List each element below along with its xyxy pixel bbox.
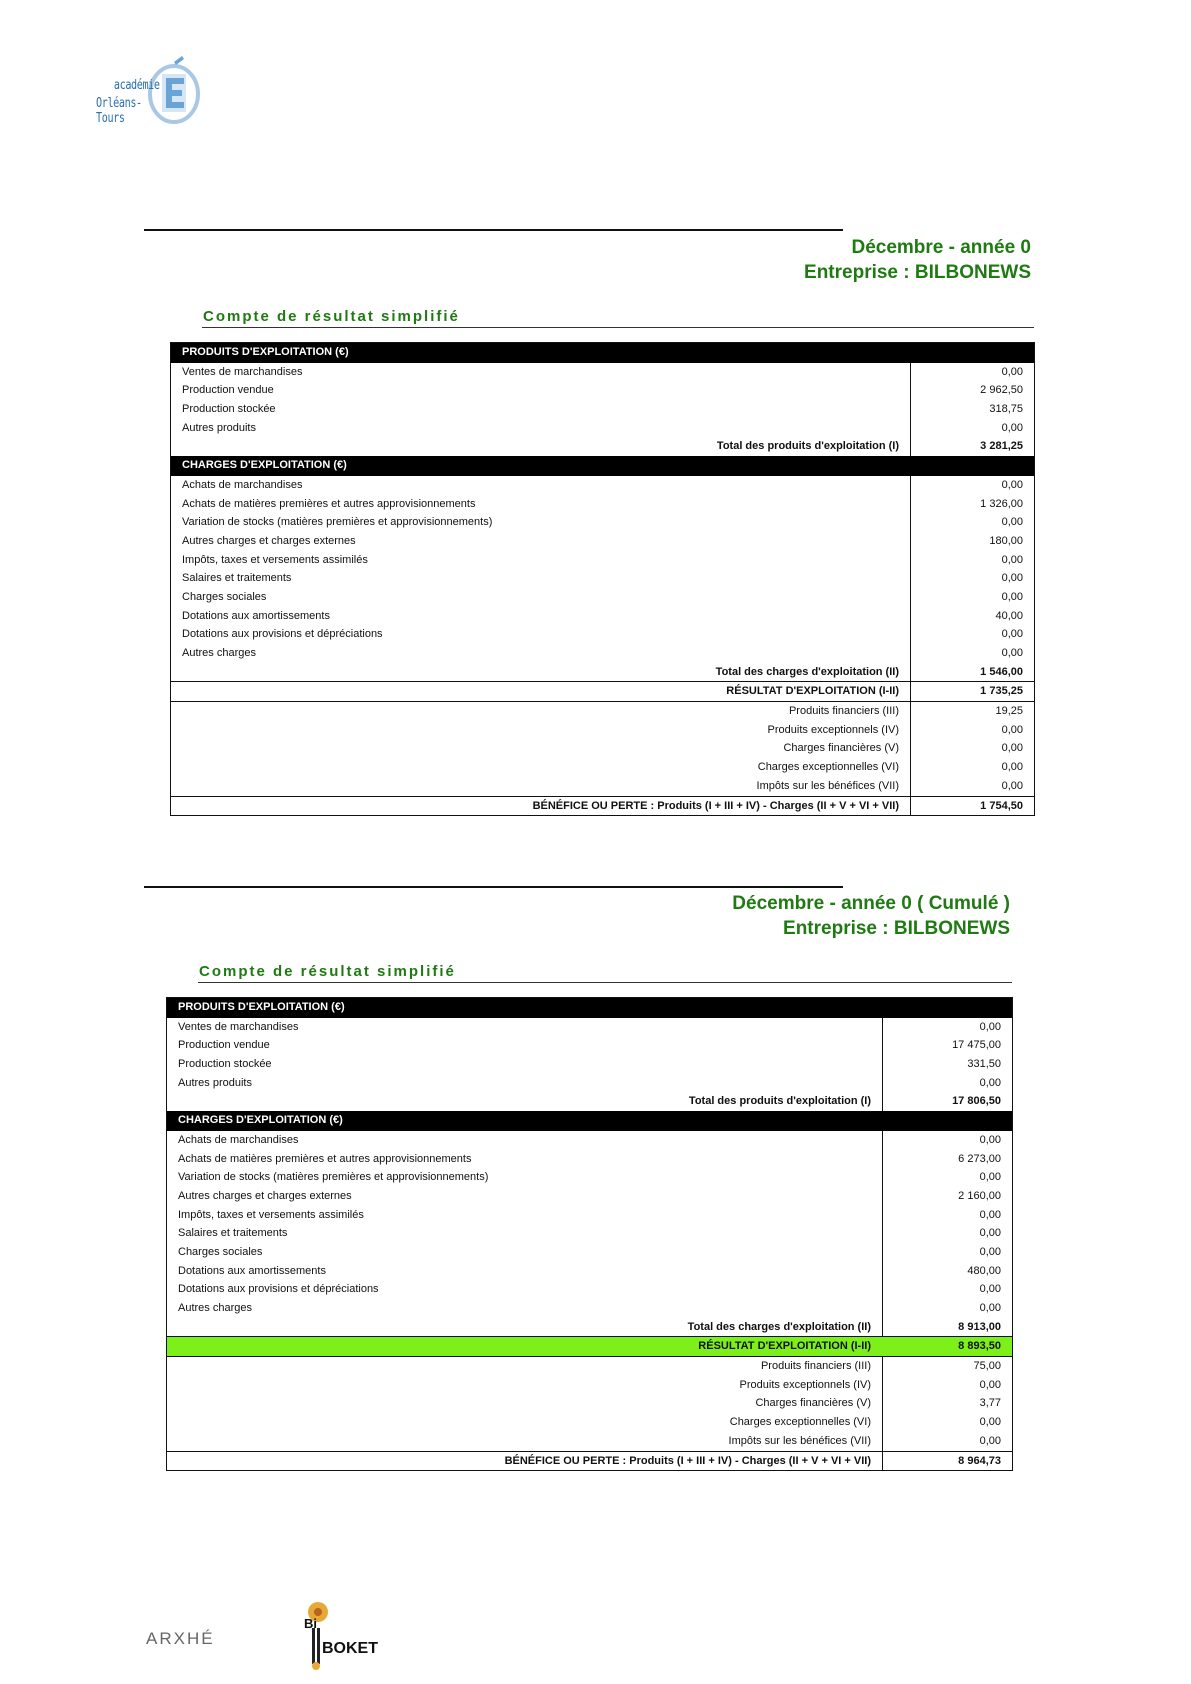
resultat-row: RÉSULTAT D'EXPLOITATION (I-II) 1 735,25 — [171, 681, 1034, 701]
academie-logo — [78, 56, 208, 130]
table-row: Achats de matières premières et autres approvisionnements 6 273,00 — [178, 1152, 1001, 1165]
total-charges-row: Total des charges d'exploitation (II) 1 546,00 — [715, 665, 1023, 678]
table-row: Charges sociales 0,00 — [182, 590, 1023, 603]
charges-block — [171, 476, 1034, 815]
top-rule — [144, 229, 843, 231]
table-row: Impôts sur les bénéfices (VII) 0,00 — [756, 779, 1023, 792]
company-title: Entreprise : BILBONEWS — [804, 262, 1031, 283]
statement-header — [732, 891, 1010, 941]
table-row: Dotations aux provisions et dépréciations 0,00 — [178, 1283, 1001, 1296]
table-row: Production stockée 331,50 — [178, 1058, 1001, 1071]
table-row: Production vendue 2 962,50 — [182, 384, 1023, 397]
produits-block — [167, 1018, 1012, 1111]
produits-header: PRODUITS D'EXPLOITATION (€) — [171, 343, 1034, 363]
table-row: Impôts, taxes et versements assimilés 0,00 — [182, 553, 1023, 566]
table-row: Autres charges et charges externes 180,00 — [182, 534, 1023, 547]
top-rule — [144, 886, 843, 888]
company-title: Entreprise : BILBONEWS — [783, 918, 1010, 939]
period-title: Décembre - année 0 — [851, 237, 1031, 258]
table-row: Salaires et traitements 0,00 — [182, 572, 1023, 585]
table-row: Produits financiers (III) 19,25 — [788, 705, 1023, 718]
table-row: Dotations aux amortissements 480,00 — [178, 1264, 1001, 1277]
table-row: Ventes de marchandises 0,00 — [182, 365, 1023, 378]
statement-header — [804, 235, 1031, 285]
academie-line2: Orléans-Tours — [96, 96, 142, 126]
table-row: Autres produits 0,00 — [182, 421, 1023, 434]
table-row: Achats de marchandises 0,00 — [182, 478, 1023, 491]
table-row: Autres charges et charges externes 2 160,00 — [178, 1189, 1001, 1202]
table-row: Salaires et traitements 0,00 — [178, 1227, 1001, 1240]
table-row: Autres charges 0,00 — [178, 1302, 1001, 1314]
table-row: Production vendue 17 475,00 — [178, 1039, 1001, 1052]
income-statement-table — [170, 342, 1035, 816]
table-row: Production stockée 318,75 — [182, 403, 1023, 416]
arche-logo: ARXHÉ — [146, 1629, 215, 1648]
subtitle-rule — [198, 982, 1012, 983]
table-row: Autres charges 0,00 — [182, 647, 1023, 659]
benefice-row: BÉNÉFICE OU PERTE : Produits (I + III + IV) - Charges (II + V + VI + VII) 1 754,50 — [171, 796, 1034, 816]
bilboket-text: BOKET — [322, 1640, 378, 1657]
table-row: Dotations aux amortissements 40,00 — [182, 609, 1023, 622]
total-produits-row: Total des produits d'exploitation (I) 17 806,50 — [688, 1095, 1001, 1108]
total-charges-row: Total des charges d'exploitation (II) 8 913,00 — [687, 1320, 1001, 1333]
produits-header: PRODUITS D'EXPLOITATION (€) — [167, 998, 1012, 1018]
table-row: Variation de stocks (matières premières et approvisionnements) 0,00 — [182, 516, 1023, 529]
table-row: Produits exceptionnels (IV) 0,00 — [739, 1378, 1001, 1391]
produits-block — [171, 363, 1034, 456]
total-produits-row: Total des produits d'exploitation (I) 3 281,25 — [716, 440, 1023, 453]
autres-block — [171, 701, 1034, 795]
table-row: Achats de matières premières et autres approvisionnements 1 326,00 — [182, 497, 1023, 510]
charges-header: CHARGES D'EXPLOITATION (€) — [167, 1111, 1012, 1131]
table-row: Charges financières (V) 3,77 — [755, 1397, 1001, 1410]
table-row: Impôts sur les bénéfices (VII) 0,00 — [728, 1434, 1001, 1447]
subtitle-rule — [202, 327, 1034, 328]
bilboket-ball-icon — [302, 1600, 382, 1670]
charges-header: CHARGES D'EXPLOITATION (€) — [171, 456, 1034, 476]
autres-block — [167, 1356, 1012, 1450]
resultat-row-highlighted: RÉSULTAT D'EXPLOITATION (I-II) 8 893,50 — [167, 1336, 1012, 1356]
academie-line1: académie — [114, 78, 160, 93]
table-row: Charges exceptionnelles (VI) 0,00 — [757, 761, 1023, 774]
table-row: Dotations aux provisions et dépréciations 0,00 — [182, 628, 1023, 641]
benefice-row: BÉNÉFICE OU PERTE : Produits (I + III + IV) - Charges (II + V + VI + VII) 8 964,73 — [167, 1451, 1012, 1471]
section-subtitle: Compte de résultat simplifié — [203, 308, 460, 325]
table-row: Produits financiers (III) 75,00 — [760, 1360, 1001, 1373]
table-row: Impôts, taxes et versements assimilés 0,00 — [178, 1208, 1001, 1221]
section-subtitle: Compte de résultat simplifié — [199, 963, 456, 980]
table-row: Charges exceptionnelles (VI) 0,00 — [729, 1416, 1001, 1429]
bilboket-prefix: Bi — [304, 1616, 317, 1631]
table-row: Charges financières (V) 0,00 — [783, 742, 1023, 755]
table-row: Charges sociales 0,00 — [178, 1245, 1001, 1258]
table-row: Achats de marchandises 0,00 — [178, 1133, 1001, 1146]
table-row: Variation de stocks (matières premières et approvisionnements) 0,00 — [178, 1171, 1001, 1184]
table-row: Produits exceptionnels (IV) 0,00 — [767, 723, 1023, 736]
period-title: Décembre - année 0 ( Cumulé ) — [732, 893, 1010, 914]
bilboket-logo — [302, 1600, 382, 1670]
table-row: Ventes de marchandises 0,00 — [178, 1020, 1001, 1033]
table-row: Autres produits 0,00 — [178, 1076, 1001, 1089]
charges-block — [167, 1131, 1012, 1470]
income-statement-cumul-table — [166, 997, 1013, 1471]
